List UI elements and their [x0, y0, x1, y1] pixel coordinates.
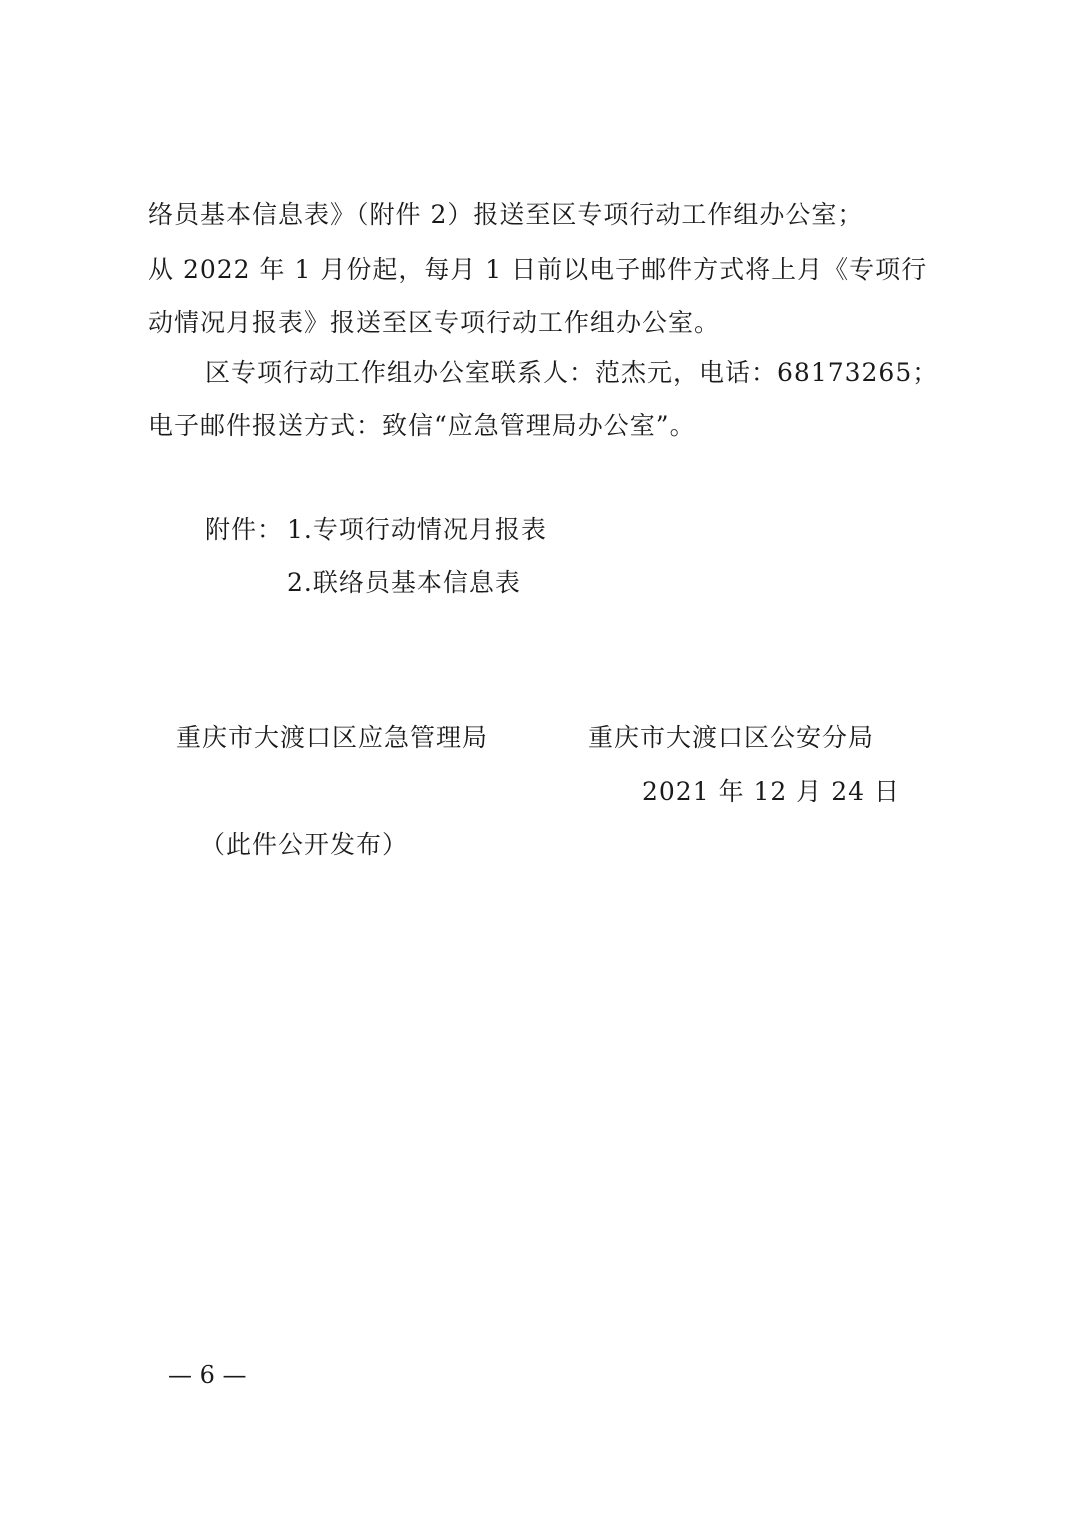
signature-right: 重庆市大渡口区公安分局: [588, 723, 875, 752]
email-method-line: 电子邮件报送方式：致信“应急管理局办公室”。: [148, 411, 696, 440]
attachment-item: 1.专项行动情况月报表: [287, 515, 547, 544]
public-release-note: （此件公开发布）: [200, 830, 409, 859]
attachments-label: 附件：: [205, 515, 284, 544]
signature-left: 重庆市大渡口区应急管理局: [176, 723, 489, 752]
attachment-item: 2.联络员基本信息表: [287, 568, 521, 597]
page-number: — 6 —: [168, 1361, 247, 1389]
paragraph-line: 络员基本信息表》（附件 2）报送至区专项行动工作组办公室；: [148, 200, 864, 229]
document-date: 2021 年 12 月 24 日: [642, 777, 900, 806]
paragraph-line: 动情况月报表》报送至区专项行动工作组办公室。: [148, 308, 721, 337]
contact-line: 区专项行动工作组办公室联系人：范杰元，电话：68173265；: [205, 358, 939, 387]
paragraph-line: 从 2022 年 1 月份起，每月 1 日前以电子邮件方式将上月《专项行: [148, 255, 928, 284]
